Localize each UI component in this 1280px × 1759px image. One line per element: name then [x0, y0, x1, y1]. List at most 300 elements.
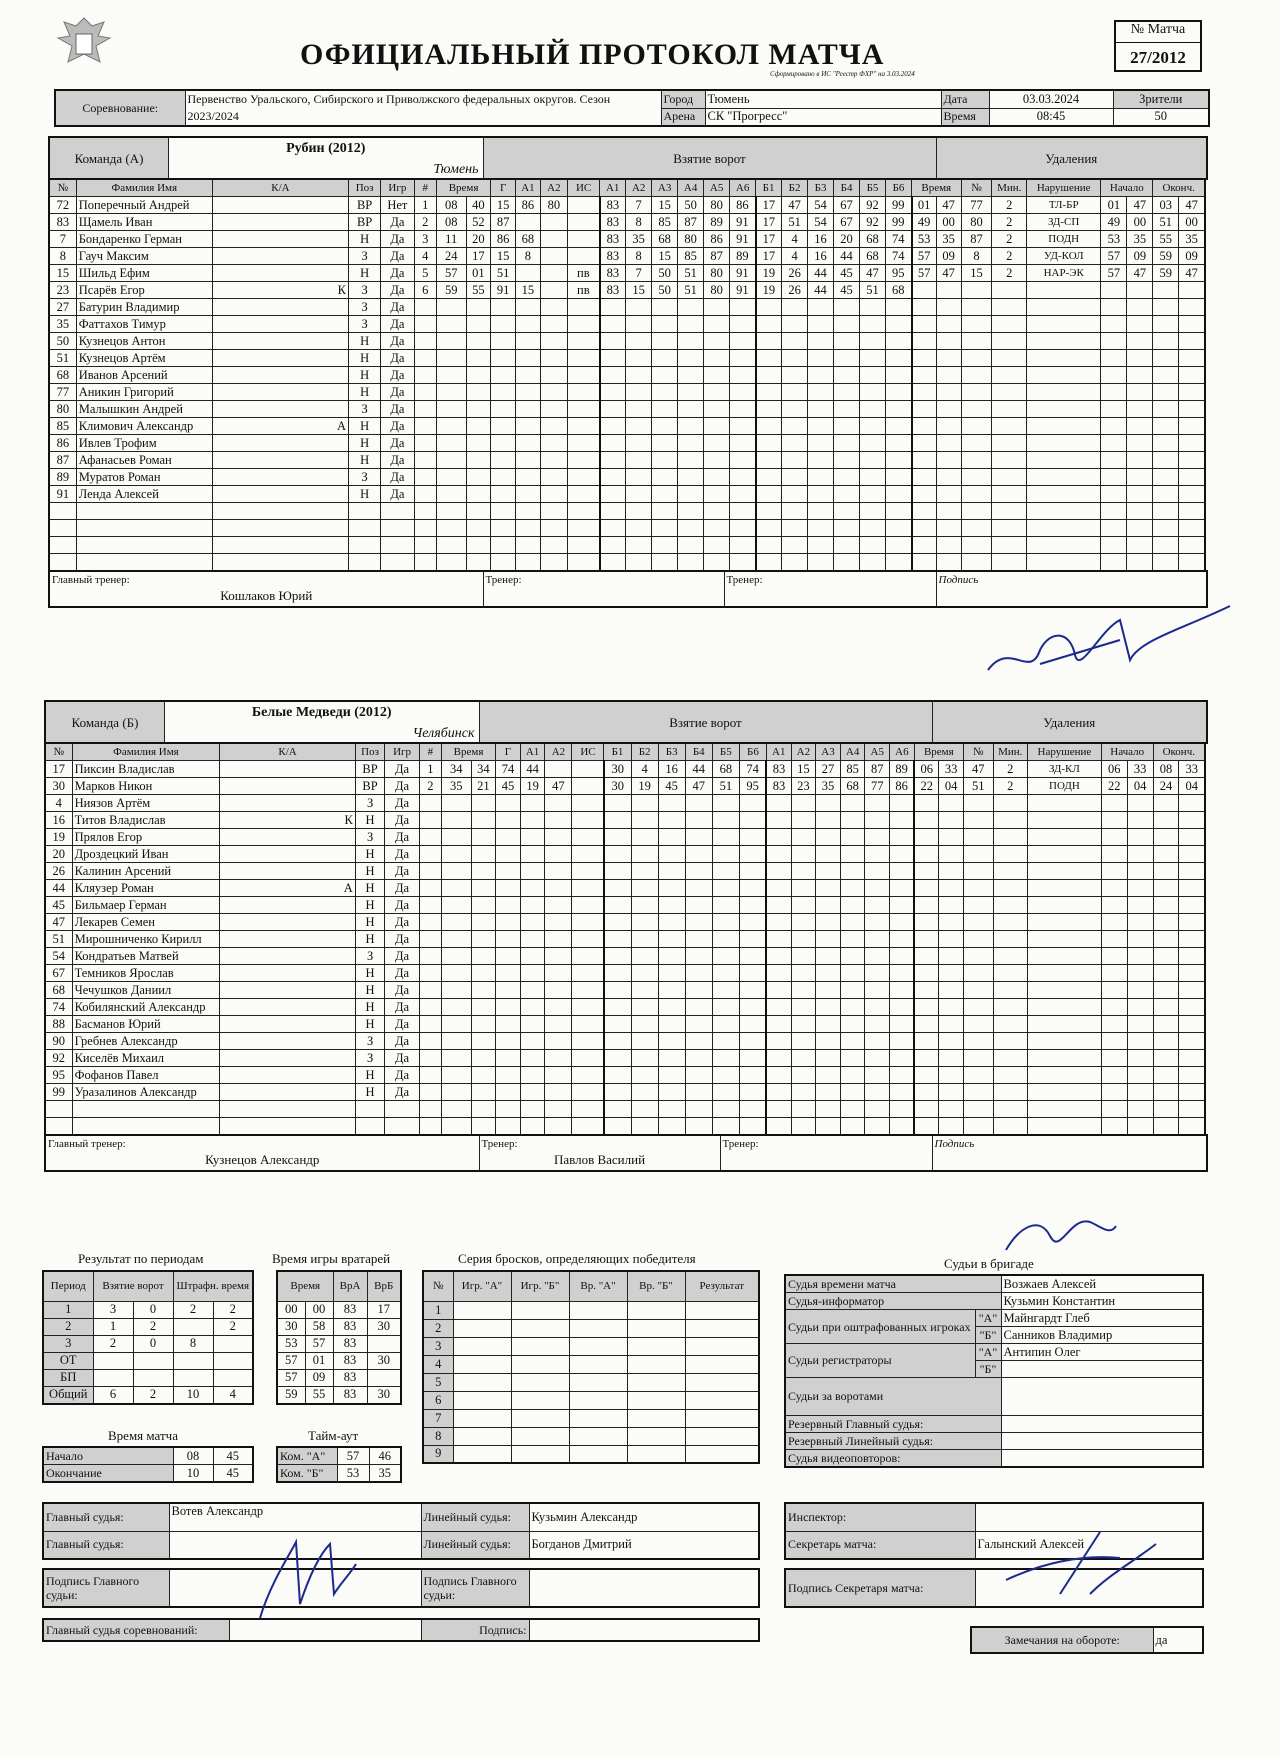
goal-scorer [496, 1016, 521, 1033]
goal-sec [471, 931, 496, 948]
goal-scorer: 51 [491, 265, 516, 282]
goal-on-ice-opp [816, 846, 841, 863]
pen-end-s [1179, 863, 1205, 880]
penbox-tag-b: "Б" [975, 1327, 1001, 1344]
time: 08:45 [989, 108, 1113, 126]
period-pen-b: 2 [213, 1301, 253, 1318]
pen-end-s [1179, 1016, 1205, 1033]
pen-violation [1027, 486, 1101, 503]
goal-on-ice-opp [782, 350, 808, 367]
goal-on-ice-opp [886, 299, 912, 316]
goal-a1 [516, 435, 541, 452]
shootout-n: 3 [423, 1337, 453, 1355]
player-ka [220, 1033, 355, 1050]
goal-on-ice-opp [782, 401, 808, 418]
pen-end-s: 35 [1179, 231, 1205, 248]
goal-on-ice-own [604, 846, 631, 863]
goal-sec [466, 299, 491, 316]
pen-min [914, 1050, 939, 1067]
pen-sec [939, 880, 964, 897]
goal-scorer [491, 418, 516, 435]
goal-min [436, 520, 466, 537]
goal-on-ice-opp: 45 [834, 282, 860, 299]
goal-on-ice-own: 68 [652, 231, 678, 248]
goal-sec [466, 418, 491, 435]
period-goals-a: 2 [93, 1335, 133, 1352]
pen-end-m [1153, 1067, 1179, 1084]
pen-sec [939, 914, 964, 931]
pen-start-s [1127, 435, 1153, 452]
team_b-h-ka: К/А [220, 743, 355, 761]
goal-on-ice-opp: 47 [860, 265, 886, 282]
pen-violation [1027, 554, 1101, 572]
goal-min [436, 554, 466, 572]
match-time-title: Время матча [108, 1428, 178, 1443]
goal-on-ice-own [626, 316, 652, 333]
goal-on-ice-own [730, 537, 756, 554]
team_b-h-on1: Б6 [739, 743, 766, 761]
goal-on-ice-own [685, 880, 712, 897]
shootout-cell [453, 1337, 511, 1355]
goal-a1: 68 [516, 231, 541, 248]
team_b-h-on1: Б1 [604, 743, 631, 761]
table-row [49, 435, 1205, 452]
goal-a1 [516, 214, 541, 231]
team_b-team-name: Белые Медведи (2012) [251, 705, 392, 720]
goal-on-ice-opp [816, 1050, 841, 1067]
goal-a1 [520, 829, 545, 846]
goal-on-ice-opp: 51 [782, 214, 808, 231]
goal-on-ice-own [712, 1118, 739, 1136]
goal-on-ice-own [652, 554, 678, 572]
team_a-h-play: Игр [381, 179, 414, 197]
sign-ref-label: Подпись Главного судьи: [43, 1569, 169, 1607]
goal-on-ice-own: 8 [626, 248, 652, 265]
goal-scorer [496, 914, 521, 931]
goal-on-ice-own [739, 795, 766, 812]
goal-sec [471, 880, 496, 897]
shootout-cell [511, 1337, 569, 1355]
goal-on-ice-own [652, 350, 678, 367]
goal-on-ice-opp: 26 [782, 265, 808, 282]
pen-start-m [1101, 880, 1127, 897]
pen-start-s [1127, 1033, 1153, 1050]
goal-scorer [491, 469, 516, 486]
goal-a2 [540, 350, 567, 367]
goal-on-ice-opp [791, 829, 816, 846]
period-name: 2 [43, 1318, 93, 1335]
pen-minutes [992, 299, 1027, 316]
goal-on-ice-own [604, 812, 631, 829]
goal-scorer [491, 554, 516, 572]
player-number: 23 [49, 282, 76, 299]
goal-on-ice-opp [860, 418, 886, 435]
pen-start-s: 09 [1127, 248, 1153, 265]
goal-on-ice-opp: 27 [816, 761, 841, 778]
goal-on-ice-opp [766, 846, 791, 863]
shootout-cell [511, 1409, 569, 1427]
goal-on-ice-opp [756, 384, 782, 401]
goal-on-ice-opp [816, 863, 841, 880]
goal-on-ice-own [712, 965, 739, 982]
goal-on-ice-opp [860, 384, 886, 401]
player-play: Да [385, 931, 419, 948]
ref2-label: Главный судья: [43, 1531, 169, 1559]
goal-a1: 19 [520, 778, 545, 795]
goal-on-ice-own [658, 829, 685, 846]
goal-on-ice-opp [766, 1050, 791, 1067]
pen-minutes: 2 [992, 214, 1027, 231]
pen-end-m: 59 [1153, 248, 1179, 265]
team_a-h-pend: Оконч. [1153, 179, 1205, 197]
goal-on-ice-opp [865, 1118, 890, 1136]
pen-min [912, 486, 937, 503]
shootout-cell [569, 1445, 627, 1463]
pen-start-m [1101, 948, 1127, 965]
goal-on-ice-own [739, 880, 766, 897]
period-name: БП [43, 1369, 93, 1386]
goal-sec [466, 384, 491, 401]
goal-scorer: 86 [491, 231, 516, 248]
goal-on-ice-opp [834, 537, 860, 554]
pen-min [912, 503, 937, 520]
pen-end-s [1179, 554, 1205, 572]
pen-sec [936, 503, 961, 520]
goal-on-ice-own [739, 982, 766, 999]
pen-minutes [993, 914, 1027, 931]
goal-a1 [520, 1084, 545, 1101]
goal-on-ice-opp: 74 [886, 248, 912, 265]
goal-a1: 86 [516, 197, 541, 214]
goal-on-ice-opp [816, 1016, 841, 1033]
team_b-h-on2: А6 [890, 743, 915, 761]
player-pos [349, 503, 381, 520]
player-play: Да [385, 778, 419, 795]
goal-on-ice-own [658, 1067, 685, 1084]
table-row [49, 418, 1205, 435]
player-ka [220, 846, 355, 863]
player-ka [212, 333, 348, 350]
pen-start-m [1101, 537, 1127, 554]
pen-start-s [1127, 520, 1153, 537]
table-row [45, 1050, 1205, 1067]
pen-sec [936, 520, 961, 537]
player-pos: З [349, 401, 381, 418]
pen-sec [939, 846, 964, 863]
team-b-section [44, 700, 1208, 1172]
goal-min [436, 418, 466, 435]
pen-start-s [1127, 982, 1153, 999]
goal-a1 [516, 486, 541, 503]
goal-a2 [545, 829, 572, 846]
goal-on-ice-opp [816, 897, 841, 914]
goal-a1 [516, 554, 541, 572]
player-number [49, 537, 76, 554]
goal-on-ice-opp [865, 914, 890, 931]
team_a-h-on1: А4 [678, 179, 704, 197]
goal-on-ice-opp [840, 1016, 865, 1033]
goal-min: 08 [436, 214, 466, 231]
pen-end-s [1179, 537, 1205, 554]
goal-on-ice-own: 51 [678, 282, 704, 299]
pen-minutes [993, 931, 1027, 948]
goal-on-ice-opp [860, 316, 886, 333]
player-name: Темников Ярослав [72, 965, 220, 982]
player-pos: Н [355, 914, 385, 931]
match-start-m: 45 [213, 1447, 253, 1465]
pen-min [914, 982, 939, 999]
player-name: Титов Владислав [72, 812, 220, 829]
goal-a2 [545, 948, 572, 965]
shootout-h-pb: Игр. "Б" [511, 1271, 569, 1301]
team_b-h-pnum: № [963, 743, 993, 761]
goal-on-ice-opp: 67 [834, 214, 860, 231]
goal-on-ice-own [704, 384, 730, 401]
goal-on-ice-own: 86 [730, 197, 756, 214]
goal-a1 [520, 1016, 545, 1033]
goal-on-ice-own [739, 999, 766, 1016]
team_a-h-num: № [49, 179, 76, 197]
goal-on-ice-own [600, 367, 626, 384]
goal-on-ice-own [604, 931, 631, 948]
goal-on-ice-opp: 44 [808, 265, 834, 282]
shootout-cell [453, 1445, 511, 1463]
pen-minutes [993, 846, 1027, 863]
table-row [49, 469, 1205, 486]
period-pen-b: 4 [213, 1386, 253, 1404]
pen-violation [1027, 897, 1101, 914]
goal-on-ice-opp [808, 469, 834, 486]
pen-start-s [1127, 316, 1153, 333]
player-play [385, 1118, 419, 1136]
goal-on-ice-opp [890, 829, 915, 846]
player-number: 30 [45, 778, 72, 795]
player-play: Да [385, 880, 419, 897]
goal-on-ice-opp [756, 469, 782, 486]
pen-violation [1027, 880, 1101, 897]
pen-start-m [1101, 795, 1127, 812]
pen-min [912, 554, 937, 572]
pen-violation: ЗД-КЛ [1027, 761, 1101, 778]
period-pen-a [173, 1369, 213, 1386]
table-row [45, 948, 1205, 965]
goal-on-ice-opp [766, 999, 791, 1016]
pen-violation [1027, 1050, 1101, 1067]
goal-on-ice-opp: 19 [756, 265, 782, 282]
pen-min [914, 1033, 939, 1050]
goal-a2: 80 [540, 197, 567, 214]
goal-on-ice-own [626, 520, 652, 537]
goal-min [436, 503, 466, 520]
goal-on-ice-own [652, 537, 678, 554]
player-play: Да [381, 248, 414, 265]
match-end-h: 10 [173, 1465, 213, 1483]
goal-on-ice-opp [886, 520, 912, 537]
pen-number [963, 1084, 993, 1101]
goal-is [572, 761, 604, 778]
pen-min [914, 829, 939, 846]
player-name [72, 1101, 220, 1118]
shootout-cell [685, 1445, 759, 1463]
goal-sec [466, 469, 491, 486]
player-pos: Н [355, 1084, 385, 1101]
goal-on-ice-own [730, 384, 756, 401]
goal-on-ice-own [685, 965, 712, 982]
table-row [45, 812, 1205, 829]
player-play: Да [385, 897, 419, 914]
goal-is [568, 333, 600, 350]
goal-on-ice-own: 44 [685, 761, 712, 778]
penbox-a: Майнгардт Глеб [1001, 1310, 1203, 1327]
pen-end-s [1179, 812, 1205, 829]
goalie-min: 59 [277, 1386, 305, 1404]
goal-min: 34 [441, 761, 471, 778]
table-row [45, 965, 1205, 982]
goal-on-ice-own: 87 [678, 214, 704, 231]
pen-sec [936, 469, 961, 486]
player-pos: ВР [349, 197, 381, 214]
pen-violation [1027, 795, 1101, 812]
goal-on-ice-opp: 68 [840, 778, 865, 795]
player-pos: З [355, 795, 385, 812]
goal-on-ice-opp [782, 537, 808, 554]
goal-on-ice-opp [816, 914, 841, 931]
goal-a1 [520, 812, 545, 829]
pen-start-s [1127, 367, 1153, 384]
goal-on-ice-opp [865, 863, 890, 880]
goal-on-ice-own [631, 914, 658, 931]
pen-end-m [1153, 554, 1179, 572]
goal-on-ice-own [730, 435, 756, 452]
arena-label: Арена [661, 108, 705, 126]
shootout-n: 7 [423, 1409, 453, 1427]
scorer-tag-a: "А" [975, 1344, 1001, 1361]
team_a-sign-label: Подпись [938, 574, 979, 586]
goal-on-ice-own [604, 897, 631, 914]
goal-is [572, 812, 604, 829]
goal-on-ice-opp [808, 316, 834, 333]
goal-on-ice-own [652, 333, 678, 350]
team_b-h-play: Игр [385, 743, 419, 761]
player-number: 51 [49, 350, 76, 367]
pen-start-m [1101, 486, 1127, 503]
goal-hash [414, 333, 436, 350]
goal-on-ice-own: 80 [704, 197, 730, 214]
pen-start-m [1101, 554, 1127, 572]
player-ka [220, 999, 355, 1016]
goal-scorer [491, 299, 516, 316]
player-ka [220, 1067, 355, 1084]
team_a-h-a1: А1 [516, 179, 541, 197]
goal-is [572, 829, 604, 846]
pen-violation [1027, 999, 1101, 1016]
pen-number: 87 [961, 231, 992, 248]
pen-sec: 00 [936, 214, 961, 231]
penbox-b: Санников Владимир [1001, 1327, 1203, 1344]
team_b-h-on1: Б5 [712, 743, 739, 761]
goal-on-ice-opp [865, 1101, 890, 1118]
player-pos: З [349, 248, 381, 265]
goal-on-ice-opp [766, 880, 791, 897]
goal-sec [471, 795, 496, 812]
pen-violation [1027, 282, 1101, 299]
player-name: Фофанов Павел [72, 1067, 220, 1084]
goal-on-ice-own [704, 333, 730, 350]
goal-on-ice-opp [782, 418, 808, 435]
goal-on-ice-opp [834, 316, 860, 333]
periods-h-goals: Взятие ворот [93, 1271, 173, 1301]
goal-on-ice-own [631, 931, 658, 948]
pen-start-s [1127, 1101, 1153, 1118]
goal-on-ice-opp [756, 452, 782, 469]
goal-on-ice-opp: 83 [766, 761, 791, 778]
goal-on-ice-opp [816, 982, 841, 999]
goal-on-ice-opp [890, 846, 915, 863]
goal-hash: 5 [414, 265, 436, 282]
goal-on-ice-own [685, 1016, 712, 1033]
goal-min [441, 1067, 471, 1084]
pen-start-m [1101, 503, 1127, 520]
goal-on-ice-opp: 47 [782, 197, 808, 214]
goal-a2 [540, 333, 567, 350]
goal-on-ice-opp: 86 [890, 778, 915, 795]
shootout-table [422, 1270, 760, 1464]
goal-on-ice-opp [766, 948, 791, 965]
goal-on-ice-own [600, 333, 626, 350]
goal-a1 [516, 350, 541, 367]
table-row [45, 999, 1205, 1016]
goal-on-ice-own [604, 829, 631, 846]
goal-on-ice-own: 85 [678, 248, 704, 265]
goal-min [441, 1101, 471, 1118]
pen-start-s [1127, 401, 1153, 418]
pen-end-s [1179, 486, 1205, 503]
table-row [43, 1301, 253, 1318]
shootout-cell [627, 1301, 685, 1319]
goal-on-ice-opp [860, 469, 886, 486]
team_b-label: Команда (Б) [46, 702, 165, 742]
goal-on-ice-opp [808, 486, 834, 503]
shootout-cell [453, 1427, 511, 1445]
pen-sec [936, 537, 961, 554]
goal-on-ice-opp [791, 863, 816, 880]
goal-on-ice-opp: 68 [860, 231, 886, 248]
shootout-n: 9 [423, 1445, 453, 1463]
player-play: Да [381, 384, 414, 401]
player-pos: ВР [349, 214, 381, 231]
pen-start-s [1127, 1084, 1153, 1101]
player-ka: А [212, 418, 348, 435]
goal-hash: 1 [419, 761, 441, 778]
goal-on-ice-own [604, 982, 631, 999]
goal-on-ice-opp [890, 880, 915, 897]
player-name [76, 503, 212, 520]
pen-end-s [1179, 1118, 1205, 1136]
pen-min: 49 [912, 214, 937, 231]
goal-sec [471, 1033, 496, 1050]
shootout-cell [569, 1301, 627, 1319]
pen-min [914, 1118, 939, 1136]
goal-a2 [540, 214, 567, 231]
goal-sec [471, 1050, 496, 1067]
pen-min [912, 384, 937, 401]
goal-on-ice-opp [808, 299, 834, 316]
goal-on-ice-own [739, 1016, 766, 1033]
goal-scorer [496, 931, 521, 948]
remarks-table [970, 1626, 1204, 1654]
goal-is [568, 503, 600, 520]
goal-is [572, 931, 604, 948]
